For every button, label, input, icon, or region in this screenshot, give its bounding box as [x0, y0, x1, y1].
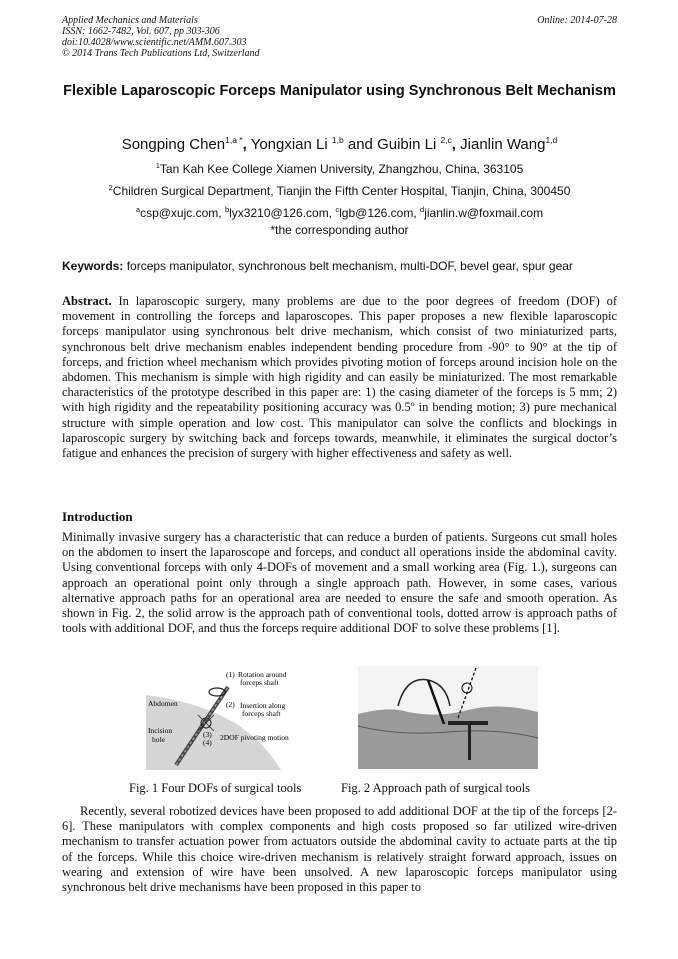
label-n3: (3) [203, 730, 212, 739]
label-rotation-2: forceps shaft [240, 678, 279, 687]
label-hole: hole [152, 735, 165, 744]
intro-paragraph-2: Recently, several robotized devices have been proposed to add additional DOF at the tip of the forceps [2-6]. These manipulators with complex components and high costs proposed so far utilized wire-driven mechanism to transfer actuation power from actuators outside the abdominal cavity to actuate parts at the tip of the forceps. While this choice wire-driven mechanism is relatively straight forward approach, issues on wearing and extension of wire have been unsolved. A new laparoscopic forceps manipulator using synchronous belt drive mechanisms have been proposed in this paper to [62, 804, 617, 895]
issn-line: ISSN: 1662-7482, Vol. 607, pp 303-306 [62, 26, 220, 37]
author-name: Jianlin Wang [460, 136, 546, 153]
author-sup: 2,c [440, 135, 452, 145]
figure-2-caption: Fig. 2 Approach path of surgical tools [341, 781, 530, 795]
figure-1-four-dofs [146, 665, 331, 770]
abstract [62, 294, 617, 461]
author-sup: 1,d [545, 135, 558, 145]
journal-name: Applied Mechanics and Materials [62, 15, 198, 26]
figure-1-caption: Fig. 1 Four DOFs of surgical tools [129, 781, 302, 795]
label-incision: Incision [148, 726, 173, 735]
author-name: Songping Chen [121, 136, 226, 153]
author-list [62, 131, 617, 154]
paper-title: Flexible Laparoscopic Forceps Manipulator using Synchronous Belt Mechanism [63, 83, 616, 99]
affiliation-text: Children Surgical Department, Tianjin the Fifth Center Hospital, Tianjin, China, 300450 [112, 184, 571, 198]
affiliation-2 [62, 180, 617, 199]
email[interactable]: lyx3210@126.com, [229, 206, 336, 220]
corresponding-note: *the corresponding author [270, 223, 409, 237]
label-insertion-2: forceps shaft [242, 709, 281, 718]
label-pivoting: 2DOF pivoting motion [220, 733, 289, 742]
keywords-label: Keywords: [62, 259, 124, 273]
abstract-text: In laparoscopic surgery, many problems are due to the poor degrees of freedom (DOF) of movement in controlling the forceps and laparoscopes. This paper proposes a new flexible laparoscopic forceps manipulator using synchronous belt drive mechanism, which consist of two miniaturized parts, synchronous belt drive mechanism enables independent bending procedure from -90° to 90° at the tip of forceps, and friction wheel mechanism which provides pivoting motion of forceps around incision hole on the abdomen. This mechanism is simple with high rigidity and can easily be miniaturized. The most remarkable characteristics of the prototype described in this paper are: 1) the casing diameter of the forceps is 5 mm; 2) with high rigidity and the repeatability positioning accuracy was 0.5º in bending motion; 3) pure mechanical structure with simple operation and low cost. This manipulator can solve the conflicts and blockings in laparoscopic surgery by switching back and forceps towards, meanwhile, it eliminates the surgical doctor’s fatigue and enhances the precision of surgery with higher effectiveness and safety as well. [62, 294, 618, 461]
label-n1: (1) [226, 670, 235, 679]
affiliation-sup: 1 [155, 161, 160, 170]
copyright-line: © 2014 Trans Tech Publications Ltd, Switzerland [62, 48, 260, 59]
label-rotation-1: Rotation around [238, 670, 287, 679]
affiliation-sup: 2 [108, 183, 113, 192]
label-n4: (4) [203, 738, 212, 747]
email[interactable]: csp@xujc.com, [140, 206, 225, 220]
keywords [62, 259, 617, 274]
intro-paragraph-1: Minimally invasive surgery has a characteristic that can reduce a burden of patients. Surgeons cut small holes on the abdomen to insert the laparoscope and forceps, and conduct all operations inside the abdominal cavity. Using conventional forceps with only 4-DOFs of movement and a small working area (Fig. 1.), surgeons can approach an operational point only through a single approach path. However, in some cases, various alternative approach paths for an operational area are needed to ensure the safe and smooth operation. As shown in Fig. 2, the solid arrow is the approach path of conventional tools, dotted arrow is approach paths of tools with additional DOF, and thus the forceps require additional DOF to solve these problems [1]. [62, 530, 617, 636]
affiliation-1 [62, 158, 617, 177]
target-stem [468, 724, 471, 760]
doi-line: doi:10.4028/www.scientific.net/AMM.607.303 [62, 37, 247, 48]
email-sup: a [135, 205, 141, 214]
affiliation-text: Tan Kah Kee College Xiamen University, Zhangzhou, China, 363105 [159, 162, 524, 176]
abstract-label: Abstract. [62, 294, 112, 308]
figure-2-approach-path [358, 666, 538, 769]
tissue-region [358, 706, 538, 769]
email[interactable]: lgb@126.com, [339, 206, 421, 220]
email-sup: b [224, 205, 230, 214]
label-abdomen: Abdomen [148, 699, 178, 708]
label-insertion-1: Insertion along [240, 701, 286, 710]
author-sup: 1,a * [225, 135, 243, 145]
author-sup: 1,b [331, 135, 344, 145]
keywords-text: forceps manipulator, synchronous belt mechanism, multi-DOF, bevel gear, spur gear [126, 259, 573, 273]
author-separator: , [451, 136, 456, 153]
section-heading-introduction: Introduction [62, 509, 133, 524]
journal-header [62, 15, 617, 59]
author-separator: , [242, 136, 247, 153]
author-name: Yongxian Li [250, 136, 332, 153]
author-separator: and [347, 136, 373, 153]
email-sup: c [335, 205, 340, 214]
online-date: Online: 2014-07-28 [537, 15, 617, 26]
label-n2: (2) [226, 700, 235, 709]
email-list [62, 202, 617, 221]
email[interactable]: jianlin.w@foxmail.com [424, 206, 544, 220]
email-sup: d [420, 205, 425, 214]
author-name: Guibin Li [377, 136, 441, 153]
